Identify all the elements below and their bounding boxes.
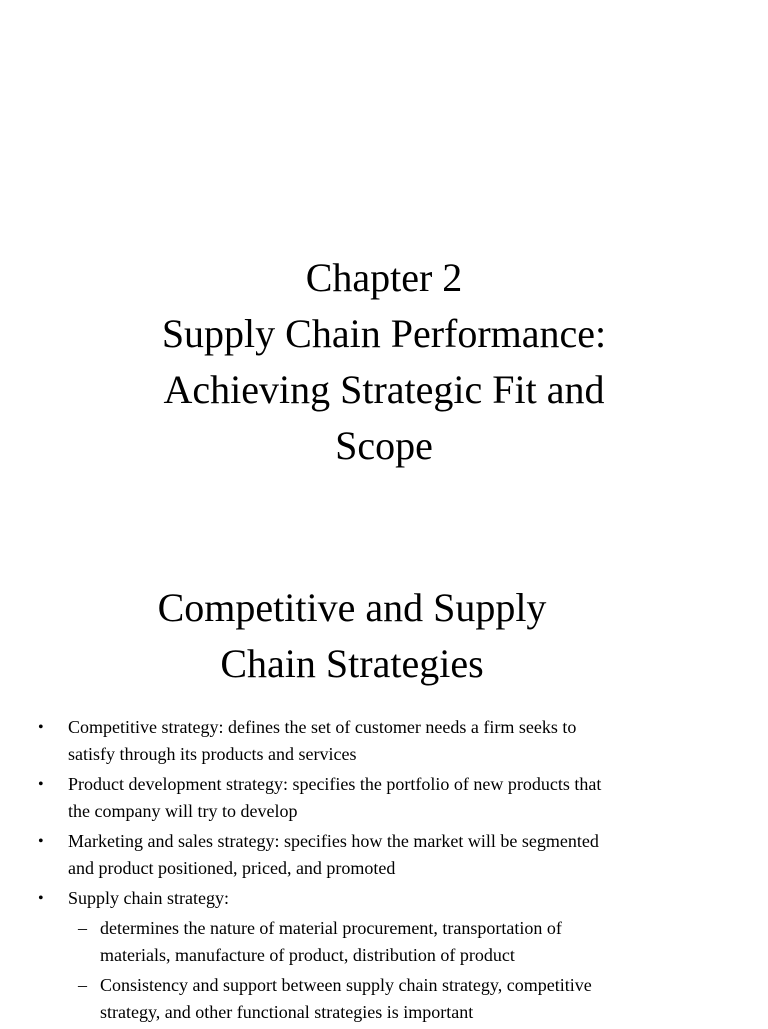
bullet-text-line: Marketing and sales strategy: specifies how the market will be segmented xyxy=(68,831,599,851)
sub-bullet-text-line: Consistency and support between supply chain strategy, competitive xyxy=(100,975,592,995)
bullet-text-line: Supply chain strategy: xyxy=(68,888,229,908)
chapter-number: Chapter 2 xyxy=(305,255,463,300)
bullet-text-line: satisfy through its products and services xyxy=(68,744,357,764)
bullet-icon: • xyxy=(38,776,44,793)
sub-bullet-item-nature xyxy=(36,915,726,969)
bullet-icon: • xyxy=(38,890,44,907)
section-heading-line-2: Chain Strategies xyxy=(220,641,484,686)
bullet-text-line: the company will try to develop xyxy=(68,801,298,821)
sub-bullet-text-line: determines the nature of material procurement, transportation of xyxy=(100,918,562,938)
bullet-list xyxy=(36,714,726,1029)
bullet-item-supply-chain-strategy xyxy=(36,885,726,912)
section-heading-line-1: Competitive and Supply xyxy=(157,585,547,630)
chapter-title-line-1: Supply Chain Performance: xyxy=(161,311,607,356)
bullet-item-competitive-strategy xyxy=(36,714,726,768)
section-heading xyxy=(0,580,704,692)
bullet-text-line: Product development strategy: specifies the portfolio of new products that xyxy=(68,774,602,794)
bullet-text-line: and product positioned, priced, and promoted xyxy=(68,858,396,878)
dash-icon: – xyxy=(78,918,87,938)
chapter-title-line-2: Achieving Strategic Fit and xyxy=(163,367,605,412)
bullet-text-line: Competitive strategy: defines the set of customer needs a firm seeks to xyxy=(68,717,577,737)
bullet-item-product-development xyxy=(36,771,726,825)
bullet-icon: • xyxy=(38,833,44,850)
dash-icon: – xyxy=(78,975,87,995)
sub-bullet-text-line: strategy, and other functional strategies is important xyxy=(100,1002,474,1022)
sub-bullet-item-consistency xyxy=(36,972,726,1026)
bullet-item-marketing-sales xyxy=(36,828,726,882)
chapter-title-line-3: Scope xyxy=(335,423,433,468)
sub-bullet-text-line: materials, manufacture of product, distribution of product xyxy=(100,945,515,965)
bullet-icon: • xyxy=(38,719,44,736)
chapter-title xyxy=(0,250,768,474)
